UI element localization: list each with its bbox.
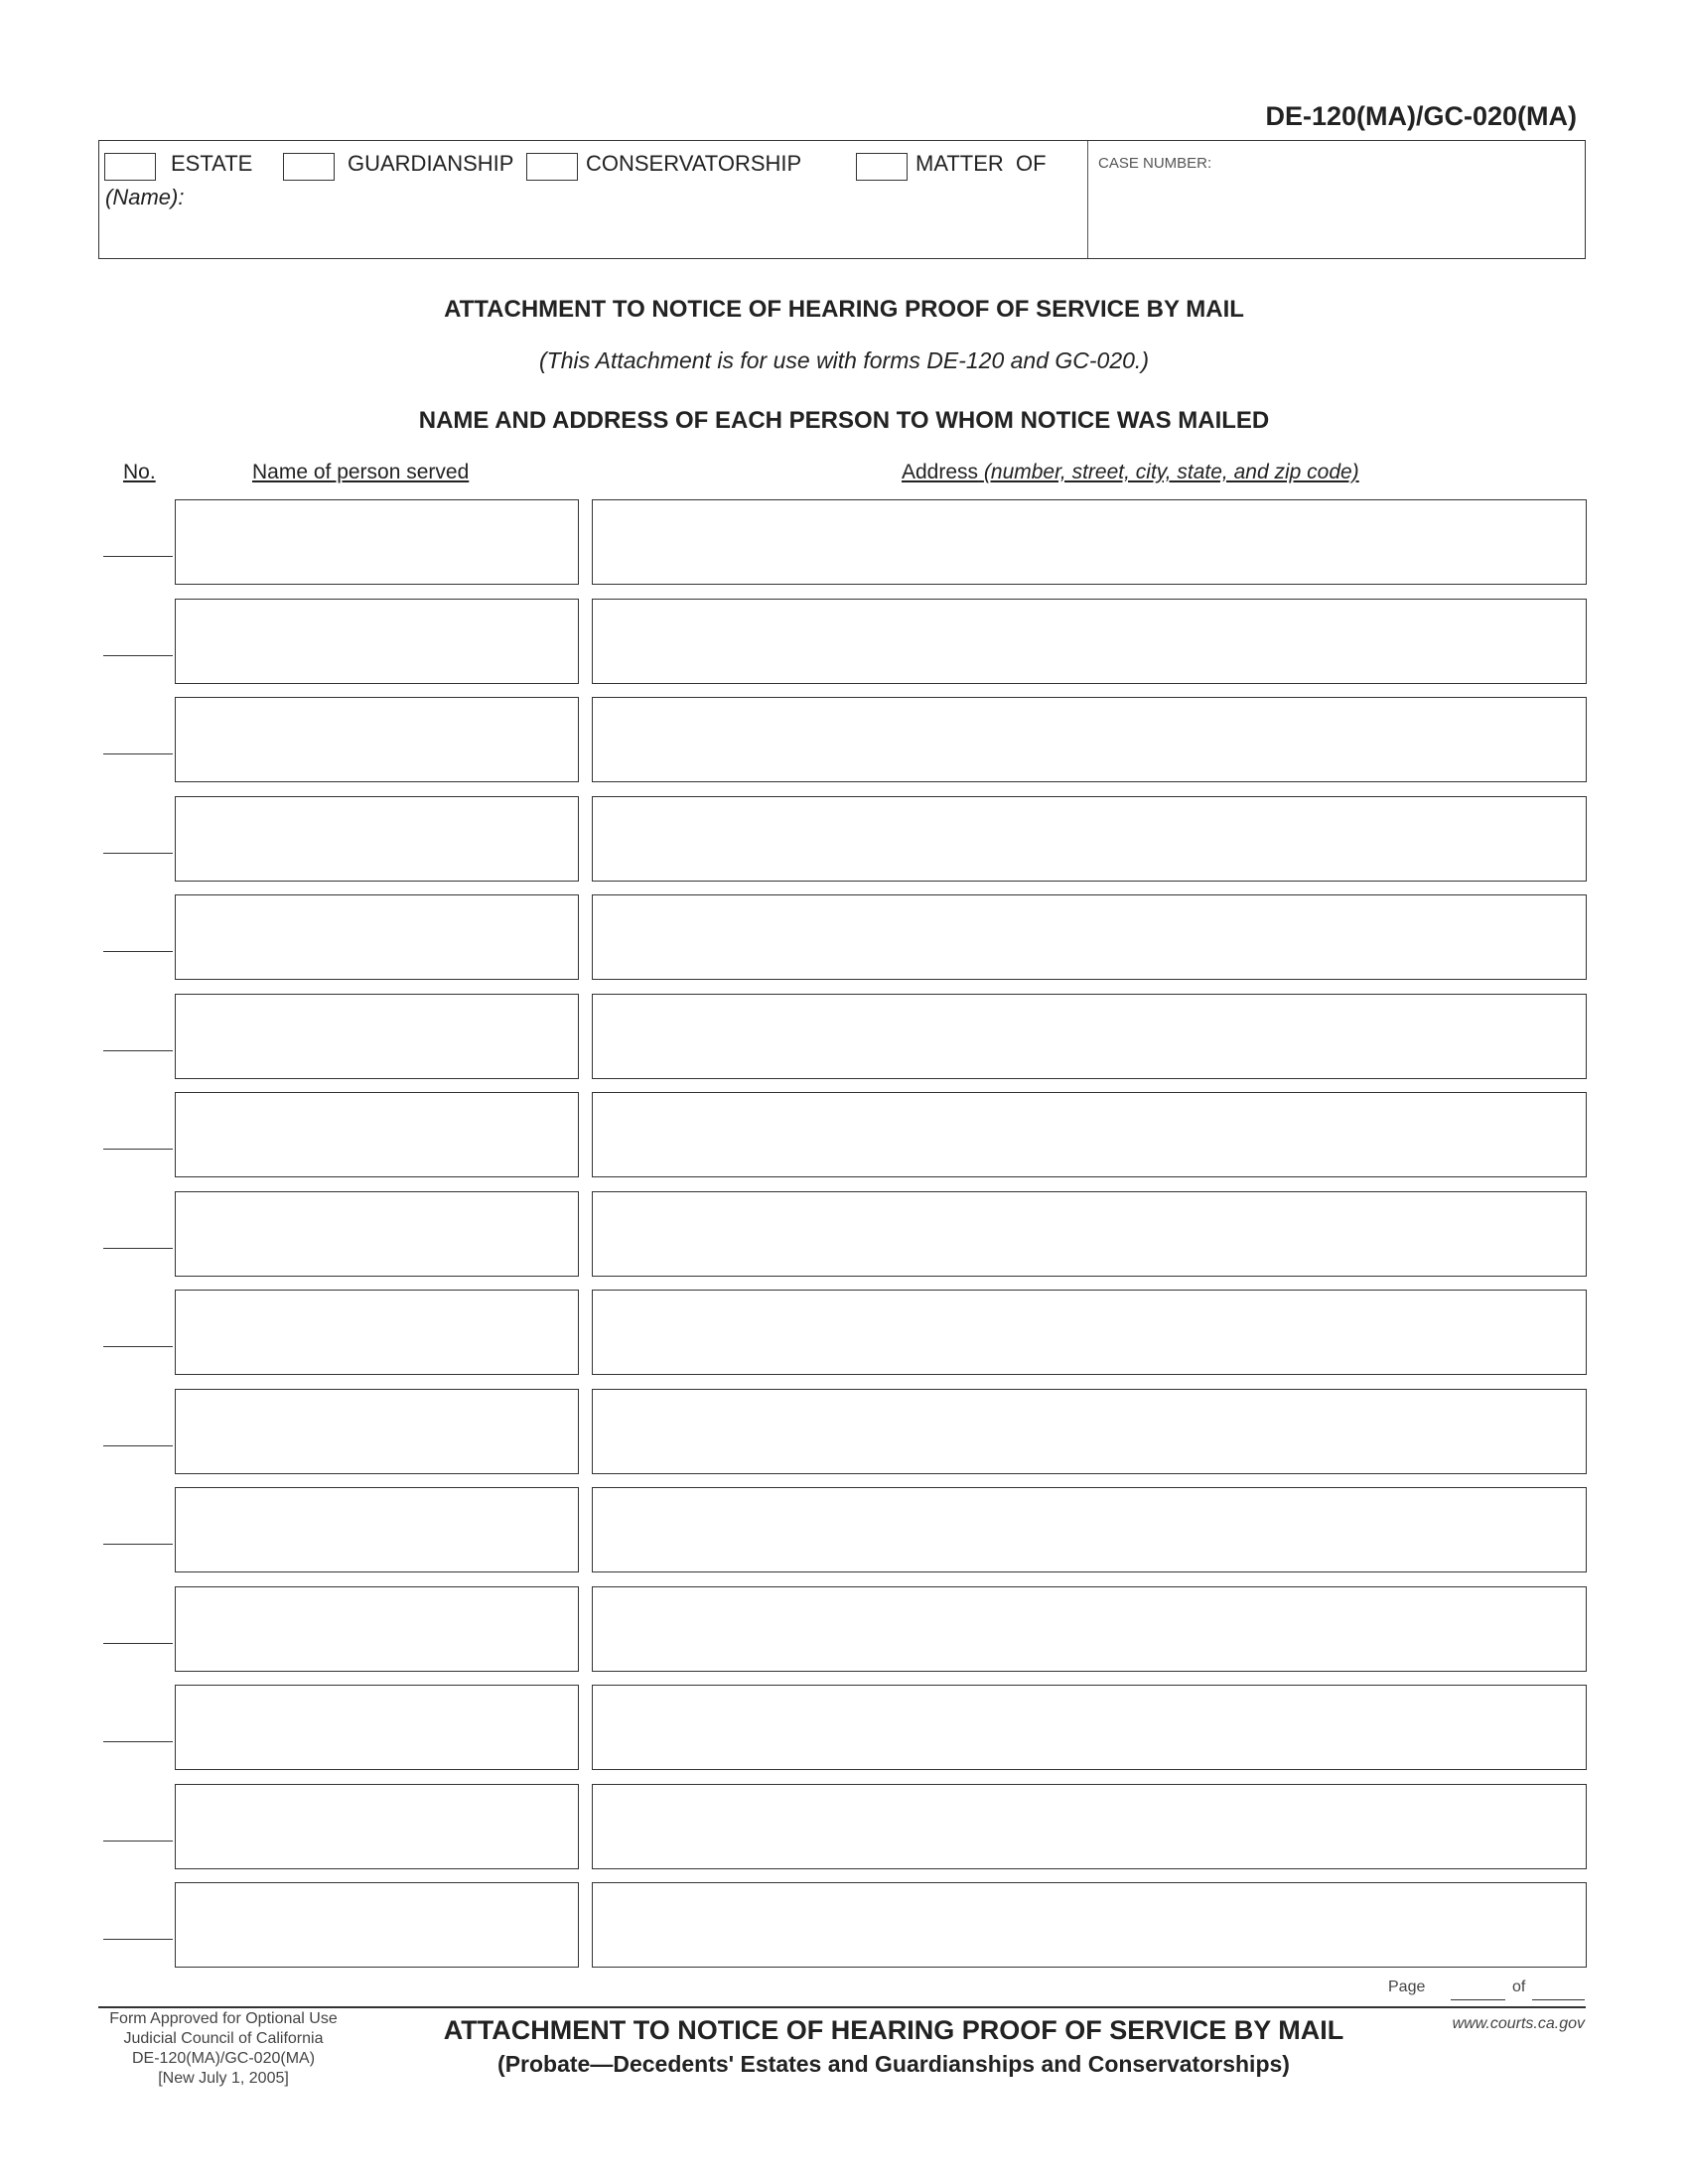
person-name-field[interactable] [175,599,579,684]
service-row [0,499,1688,585]
service-row [0,1290,1688,1375]
address-field[interactable] [592,1191,1587,1277]
row-number-field[interactable] [103,1939,173,1940]
service-row [0,1191,1688,1277]
address-field[interactable] [592,1882,1587,1968]
form-subtitle: (This Attachment is for use with forms DE-120 and GC-020.) [539,347,1149,373]
matter-of-label: MATTER OF [915,151,1047,176]
person-name-field[interactable] [175,1882,579,1968]
service-row [0,894,1688,980]
col-header-no: No. [123,461,156,483]
page-total-field[interactable] [1532,1999,1585,2000]
footer-approval: Form Approved for Optional Use [109,2010,338,2027]
address-field[interactable] [592,1290,1587,1375]
row-number-field[interactable] [103,556,173,557]
form-id: DE-120(MA)/GC-020(MA) [1265,101,1577,131]
row-number-field[interactable] [103,1346,173,1347]
service-row [0,697,1688,782]
service-row [0,1586,1688,1672]
footer-website: www.courts.ca.gov [1452,2015,1585,2032]
row-number-field[interactable] [103,655,173,656]
address-field[interactable] [592,1784,1587,1869]
footer-subtitle: (Probate—Decedents' Estates and Guardianships and Conservatorships) [497,2051,1290,2077]
person-name-field[interactable] [175,1389,579,1474]
row-number-field[interactable] [103,853,173,854]
section-title: NAME AND ADDRESS OF EACH PERSON TO WHOM NOTICE WAS MAILED [418,407,1270,434]
service-row [0,599,1688,684]
service-row [0,796,1688,882]
col-header-name: Name of person served [252,461,470,483]
service-row [0,1487,1688,1572]
address-field[interactable] [592,599,1587,684]
footer-council: Judicial Council of California [123,2030,324,2047]
caption-divider [1087,141,1088,258]
row-number-field[interactable] [103,1248,173,1249]
address-field[interactable] [592,796,1587,882]
service-row [0,1784,1688,1869]
service-row [0,1389,1688,1474]
page-number-field[interactable] [1451,1999,1505,2000]
footer-rule [98,2006,1586,2008]
conservatorship-label: CONSERVATORSHIP [586,151,802,176]
person-name-field[interactable] [175,1290,579,1375]
estate-checkbox[interactable] [104,153,156,181]
address-field[interactable] [592,1092,1587,1177]
person-name-field[interactable] [175,1784,579,1869]
person-name-field[interactable] [175,1092,579,1177]
address-field[interactable] [592,994,1587,1079]
person-name-field[interactable] [175,894,579,980]
address-field[interactable] [592,1685,1587,1770]
row-number-field[interactable] [103,1050,173,1051]
col-header-address [902,461,1359,484]
row-number-field[interactable] [103,753,173,754]
address-field[interactable] [592,1586,1587,1672]
conservatorship-checkbox[interactable] [526,153,578,181]
name-label: (Name): [105,185,185,209]
service-row [0,1882,1688,1968]
row-number-field[interactable] [103,1841,173,1842]
case-number-label: CASE NUMBER: [1098,155,1212,172]
matter-of-checkbox[interactable] [856,153,908,181]
person-name-field[interactable] [175,1685,579,1770]
person-name-field[interactable] [175,499,579,585]
address-field[interactable] [592,499,1587,585]
address-hint: (number, street, city, state, and zip code) [983,461,1359,483]
service-row [0,1092,1688,1177]
address-field[interactable] [592,697,1587,782]
row-number-field[interactable] [103,1544,173,1545]
service-row [0,994,1688,1079]
form-title: ATTACHMENT TO NOTICE OF HEARING PROOF OF SERVICE BY MAIL [444,296,1244,323]
person-name-field[interactable] [175,1487,579,1572]
caption-box [98,140,1586,259]
footer-form-id: DE-120(MA)/GC-020(MA) [131,2050,316,2067]
address-field[interactable] [592,1487,1587,1572]
person-name-field[interactable] [175,697,579,782]
of-label: of [1512,1979,1526,1995]
row-number-field[interactable] [103,1445,173,1446]
guardianship-checkbox[interactable] [283,153,335,181]
service-row [0,1685,1688,1770]
row-number-field[interactable] [103,951,173,952]
address-field[interactable] [592,894,1587,980]
row-number-field[interactable] [103,1741,173,1742]
person-name-field[interactable] [175,1586,579,1672]
address-field[interactable] [592,1389,1587,1474]
person-name-field[interactable] [175,1191,579,1277]
footer-title: ATTACHMENT TO NOTICE OF HEARING PROOF OF SERVICE BY MAIL [443,2015,1344,2045]
page-label: Page [1388,1979,1426,1995]
estate-label: ESTATE [171,151,253,176]
guardianship-label: GUARDIANSHIP [348,151,514,176]
footer-date: [New July 1, 2005] [158,2070,289,2087]
person-name-field[interactable] [175,796,579,882]
address-label: Address [902,461,979,483]
row-number-field[interactable] [103,1643,173,1644]
person-name-field[interactable] [175,994,579,1079]
row-number-field[interactable] [103,1149,173,1150]
